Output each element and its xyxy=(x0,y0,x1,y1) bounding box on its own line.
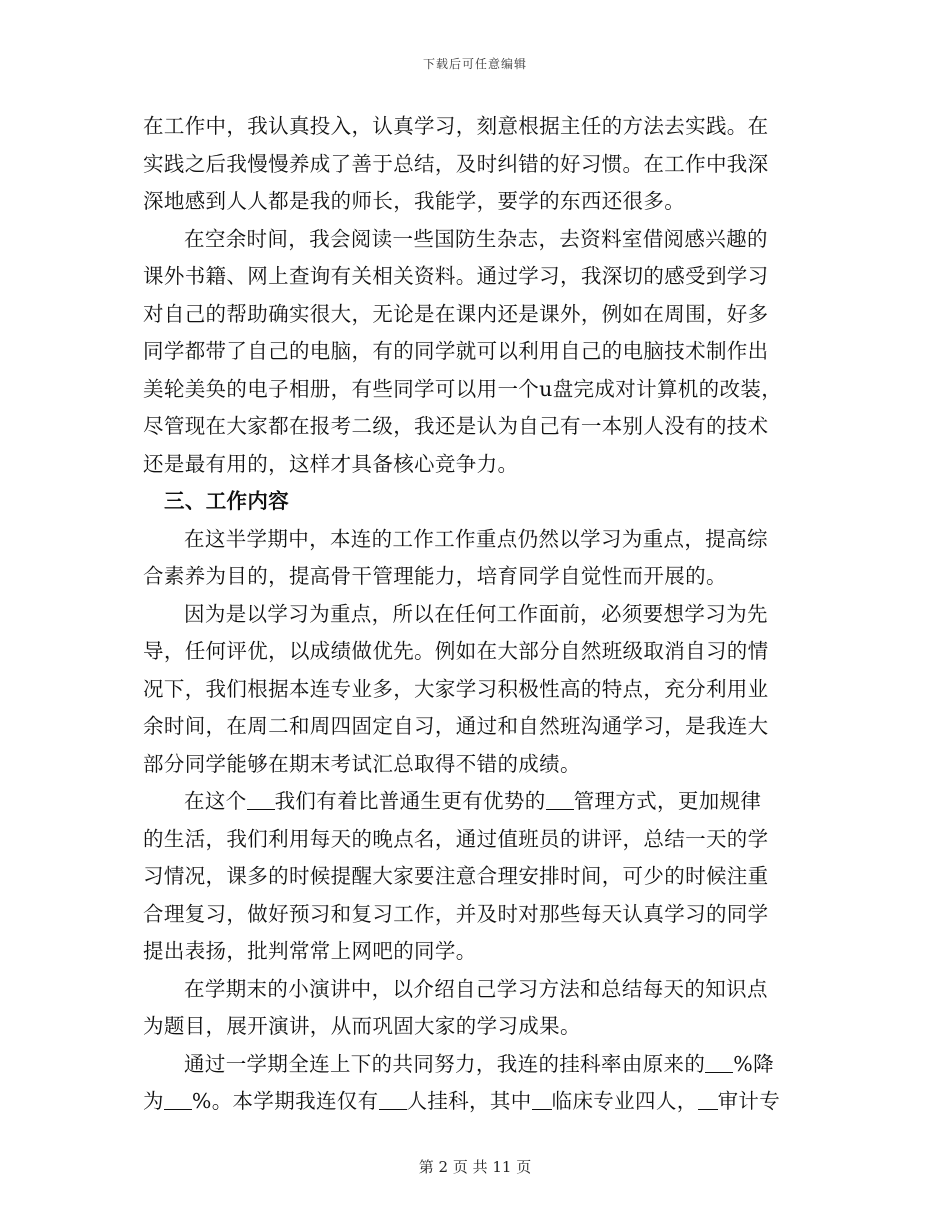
section-heading: 三、工作内容 xyxy=(164,489,290,513)
paragraph-line: 深地感到人人都是我的师长，我能学，要学的东西还很多。 xyxy=(143,189,686,213)
paragraph-line: 习情况，课多的时候提醒大家要注意合理安排时间，可少的时候注重 xyxy=(143,864,769,888)
paragraph-line: 同学都带了自己的电脑，有的同学就可以利用自己的电脑技术制作出 xyxy=(143,339,769,363)
paragraph-line: 在学期末的小演讲中，以介绍自己学习方法和总结每天的知识点 xyxy=(184,976,768,1001)
text-segment: %。本学期我连仅有 xyxy=(191,1089,379,1113)
fill-in-blank xyxy=(705,1054,733,1073)
text-segment: 人挂科，其中 xyxy=(406,1089,532,1113)
fill-in-blank xyxy=(379,1091,407,1110)
text-segment: 为 xyxy=(143,1089,164,1113)
text-segment: 管理方式，更加规律 xyxy=(573,789,762,813)
text-segment: 通过一学期全连上下的共同努力，我连的挂科率由原来的 xyxy=(184,1051,706,1076)
paragraph-line: 在工作中，我认真投入，认真学习，刻意根据主任的方法去实践。在 xyxy=(143,114,769,138)
page-header-note: 下载后可任意编辑 xyxy=(422,57,527,71)
paragraph-line: 还是最有用的，这样才具备核心竞争力。 xyxy=(143,451,519,476)
paragraph-line: 美轮美奂的电子相册，有些同学可以用一个u盘完成对计算机的改装， xyxy=(143,376,783,401)
paragraph-line: 在这半学期中，本连的工作工作重点仍然以学习为重点，提高综 xyxy=(184,526,768,551)
paragraph-line: 部分同学能够在期末考试汇总取得不错的成绩。 xyxy=(143,751,581,776)
paragraph-line: 合素养为目的，提高骨干管理能力，培育同学自觉性而开展的。 xyxy=(143,564,727,588)
page-number: 第 2 页 共 11 页 xyxy=(418,1158,532,1176)
document-body xyxy=(143,108,803,1121)
text-segment: 审计专 xyxy=(717,1089,781,1113)
paragraph-line: 合理复习，做好预习和复习工作，并及时对那些每天认真学习的同学 xyxy=(143,901,769,926)
fill-in-blank xyxy=(532,1091,552,1110)
paragraph-line-with-blanks xyxy=(143,1083,803,1121)
paragraph-line: 的生活，我们利用每天的晚点名，通过值班员的讲评，总结一天的学 xyxy=(143,826,769,851)
paragraph-line: 尽管现在大家都在报考二级，我还是认为自己有一本别人没有的技术 xyxy=(143,414,769,438)
paragraph-line: 实践之后我慢慢养成了善于总结，及时纠错的好习惯。在工作中我深 xyxy=(143,151,769,176)
text-segment: 在这个 xyxy=(184,789,247,813)
paragraph-line: 在空余时间，我会阅读一些国防生杂志，去资料室借阅感兴趣的 xyxy=(184,226,768,251)
paragraph-line-with-blanks xyxy=(143,1046,803,1084)
text-segment: 我们有着比普通生更有优势的 xyxy=(274,789,546,813)
paragraph-line: 余时间，在周二和周四固定自习，通过和自然班沟通学习，是我连大 xyxy=(143,714,769,738)
fill-in-blank xyxy=(546,791,574,810)
paragraph-line-with-blanks xyxy=(143,783,803,821)
text-segment: %降 xyxy=(733,1051,774,1076)
paragraph-line: 因为是以学习为重点，所以在任何工作面前，必须要想学习为先 xyxy=(184,601,768,626)
paragraph-line: 课外书籍、网上查询有关相关资料。通过学习，我深切的感受到学习 xyxy=(143,264,769,288)
fill-in-blank xyxy=(698,1091,718,1110)
paragraph-line: 导，任何评优，以成绩做优先。例如在大部分自然班级取消自习的情 xyxy=(143,639,769,663)
text-segment: 临床专业四人， xyxy=(551,1089,698,1113)
paragraph-line: 提出表扬，批判常常上网吧的同学。 xyxy=(143,939,477,963)
paragraph-line: 为题目，展开演讲，从而巩固大家的学习成果。 xyxy=(143,1014,581,1038)
fill-in-blank xyxy=(247,791,275,810)
paragraph-line: 对自己的帮助确实很大，无论是在课内还是课外，例如在周围，好多 xyxy=(143,301,769,326)
fill-in-blank xyxy=(164,1091,192,1110)
paragraph-line: 况下，我们根据本连专业多，大家学习积极性高的特点，充分利用业 xyxy=(143,676,769,701)
